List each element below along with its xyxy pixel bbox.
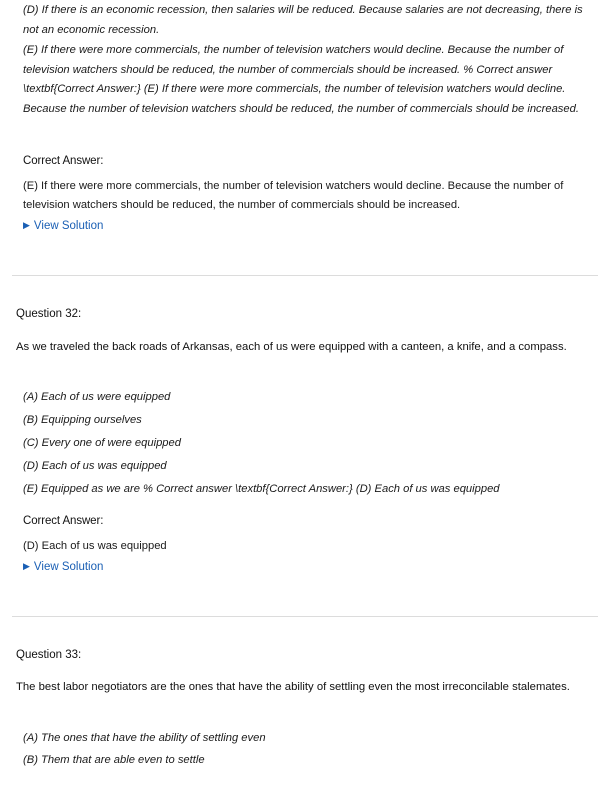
option-e: (E) If there were more commercials, the number of television watchers would decline. Because the number of television watchers should be reduced, the number of commercials should be increased. % Correct answer \textbf{Correct Answer:} (E) If there were more commercials, the number of television watchers would decline. Because the number of television watchers should be reduced, the number of commercials should be increased. xyxy=(23,44,579,115)
correct-answer-label: Correct Answer: xyxy=(23,515,104,527)
option-a: (A) The ones that have the ability of settling even xyxy=(23,732,266,744)
question-stem: As we traveled the back roads of Arkansas, each of us were equipped with a canteen, a knife, and a compass. xyxy=(16,341,567,353)
divider xyxy=(12,275,598,276)
question-number: Question 32: xyxy=(16,308,82,320)
view-solution-label: View Solution xyxy=(33,220,104,232)
option-c: (C) Every one of were equipped xyxy=(23,437,181,449)
divider xyxy=(12,616,598,617)
triangle-right-icon: ▶ xyxy=(23,220,30,230)
view-solution-button[interactable] xyxy=(23,561,103,573)
correct-answer-label: Correct Answer: xyxy=(23,155,104,167)
option-b: (B) Them that are able even to settle xyxy=(23,754,205,766)
option-e: (E) Equipped as we are % Correct answer \textbf{Correct Answer:} (D) Each of us was equipped xyxy=(23,483,500,495)
option-d: (D) If there is an economic recession, then salaries will be reduced. Because salaries are not decreasing, there is not an economic recession. xyxy=(23,4,583,36)
option-a: (A) Each of us were equipped xyxy=(23,391,171,403)
question-stem: The best labor negotiators are the ones that have the ability of settling even the most irreconcilable stalemates. xyxy=(16,681,570,693)
view-solution-label: View Solution xyxy=(33,561,104,573)
question-number: Question 33: xyxy=(16,649,82,661)
correct-answer-text: (E) If there were more commercials, the number of television watchers would decline. Because the number of television watchers should be reduced, the number of commercials should be increased. xyxy=(23,180,564,211)
option-d: (D) Each of us was equipped xyxy=(23,460,167,472)
correct-answer-text: (D) Each of us was equipped xyxy=(23,540,167,552)
view-solution-button[interactable] xyxy=(23,220,103,232)
triangle-right-icon: ▶ xyxy=(23,561,30,571)
option-b: (B) Equipping ourselves xyxy=(23,414,142,426)
